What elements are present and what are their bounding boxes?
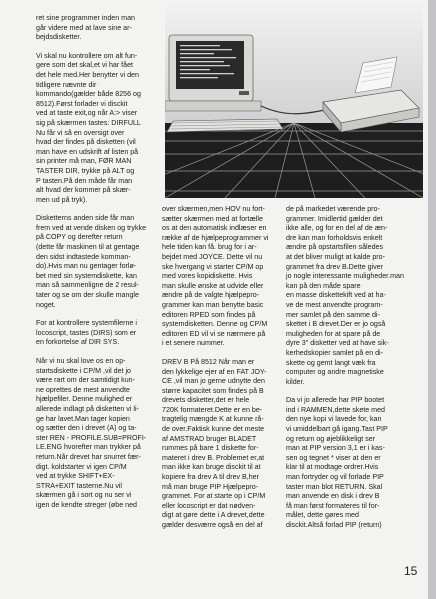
- text-column-right: [286, 205, 404, 540]
- paragraph: ret sine programmer inden man går videre med at lave sine ar- bejdsdisketter.: [36, 14, 135, 42]
- paragraph: over skærmen,men HOV nu fort- sætter skærmen med at fortælle os at den automatisk indlæser en række af de hjælpeprogrammer vi hele tiden kan få. brug for i ar- bejdet med JOYCE. Dette vil nu ske hvergang vi starter CP/M op med vores kopidiskette. Hvis man skulle ønske at udvide eller ændre på de valgte hjælpepro- grammer kan man benytte basic editoren RPED som findes på systemdisketten. Denne og CP/M editoren ED vil vi se nærmere på i et senere nummer.: [162, 205, 269, 348]
- paragraph: Da vi jo allerede har PIP bootet ind i RAMMEN,dette skete med den nye kopi vi lavede for, kan vi umiddelbart gå igang.Tast PIP og return og øjeblikkeligt ser man at PIP version 3,1 er i kas- sen og tegnet * viser at den er klar til at modtage ordrer.Hvis man fortryder og vil forlade PIP taster man blot RETURN. Skal man anvende en disk i drev B få man først formateres til for- målet, dette gøres med disckit.Altså forlad PIP (return): [286, 396, 388, 529]
- page-edge: [428, 0, 436, 599]
- text-column-left: [36, 14, 154, 520]
- computer-printer-photo: [165, 5, 423, 198]
- paragraph: DREV B På 8512 Når man er den lykkelige ejer af en FAT JOY- CE ,vil man jo gerne udnytte den større kapacitet som findes på B drevets disketter,det er hele 720K formateret.Dette er en be- tragtelig mængde K at kunne rå- de over.Faktisk kunne det meste af AMSTRAD bruger BLADET rummes på bare 1 diskette for- materet i drev B. Problemet er,at man ikke kan bruge disckit til at kopiere fra drev A til drev B,her må man bruge PIP Hjælpepro- grammet. For at starte op i CP/M eller locoscript er dat nødven- digt at gøre dette i A drevet,dette gælder desværre også en del af: [162, 357, 267, 529]
- computer-printer-illustration: [165, 5, 423, 198]
- paragraph: de på markedet værende pro- grammer. Imidlertid gælder det ikke alle, og for en del af de æn- dre kan man forholdsvis enkelt ændre på opstartsfilen således at det bliver muligt at kalde pro- grammet fra drev B.Dette giver jo nogle interessante muligheder.man kan på den måde spare en masse diskettekift ved at ha- ve de mest anvendte program- mer samlet på den samme di- skettet i B drevet.Der er jo også muligheden for at spare på de dyre 3" disketter ved at have sik- kerhedskopier samlet på en di- skette og gemt langt væk fra computer og andre magnetiske kilder.: [286, 205, 404, 386]
- page-number: 15: [404, 564, 418, 578]
- text-column-middle: [162, 205, 278, 540]
- paragraph: Vi skal nu kontrollere om alt fun- gere som det skal,et vi har fået det hele med.Her benytter vi den tidligere nævnte dir kommando(gælder både 8256 og 8512).Først forlader vi disckit ved at taste exit,og når A:> viser sig på skærmen tastes: DIRFULL Nu får vi så en oversigt over hvad der findes på disketten (vil man have en udskrift af listen på sin printer må man, FØR MAN TASTER DIR, trykke på ALT og P tasten.På den måde får man alt hvad der kommer på skær- men ud på tryk).: [36, 51, 141, 204]
- paragraph: Disketterns anden side får man frem ved at vende disken og trykke på COPY og derefter return (dette får maskinen til at gentage den sidst indtastede komman- do).Hvis man nu gentager forlø- bet med sin systemdiskette, kan man så sammenligne de 2 resul- tater og se om der skulle mangle noget.: [36, 214, 147, 309]
- paragraph: For at kontrollere systemfilerne i locoscript, tastes (DIRS) som er en forkortelse af DIR SYS.: [36, 319, 137, 347]
- paragraph: Når vi nu skal love os en op- startsdiskette i CP/M ,vil det jo være rart om der samtidigt kun- ne oprettes de mest anvendte hjælpefiler. Denne mulighed er allerede indlagt på disketten vi li- ge har lavet.Man tager kopien og sætter den i drevet (A) og ta- ster REN - PROFILE.SUB=PROFI- LE.ENG hvorefter man trykker på return.Når drevet har snurret fær- digt. koldstarter vi igen CP/M ved at trykke SHIFT+EX- STRA+EXIT tasterne.Nu vil skærmen gå i sort og nu ser vi igen de kendte streger (øbe ned: [36, 357, 147, 509]
